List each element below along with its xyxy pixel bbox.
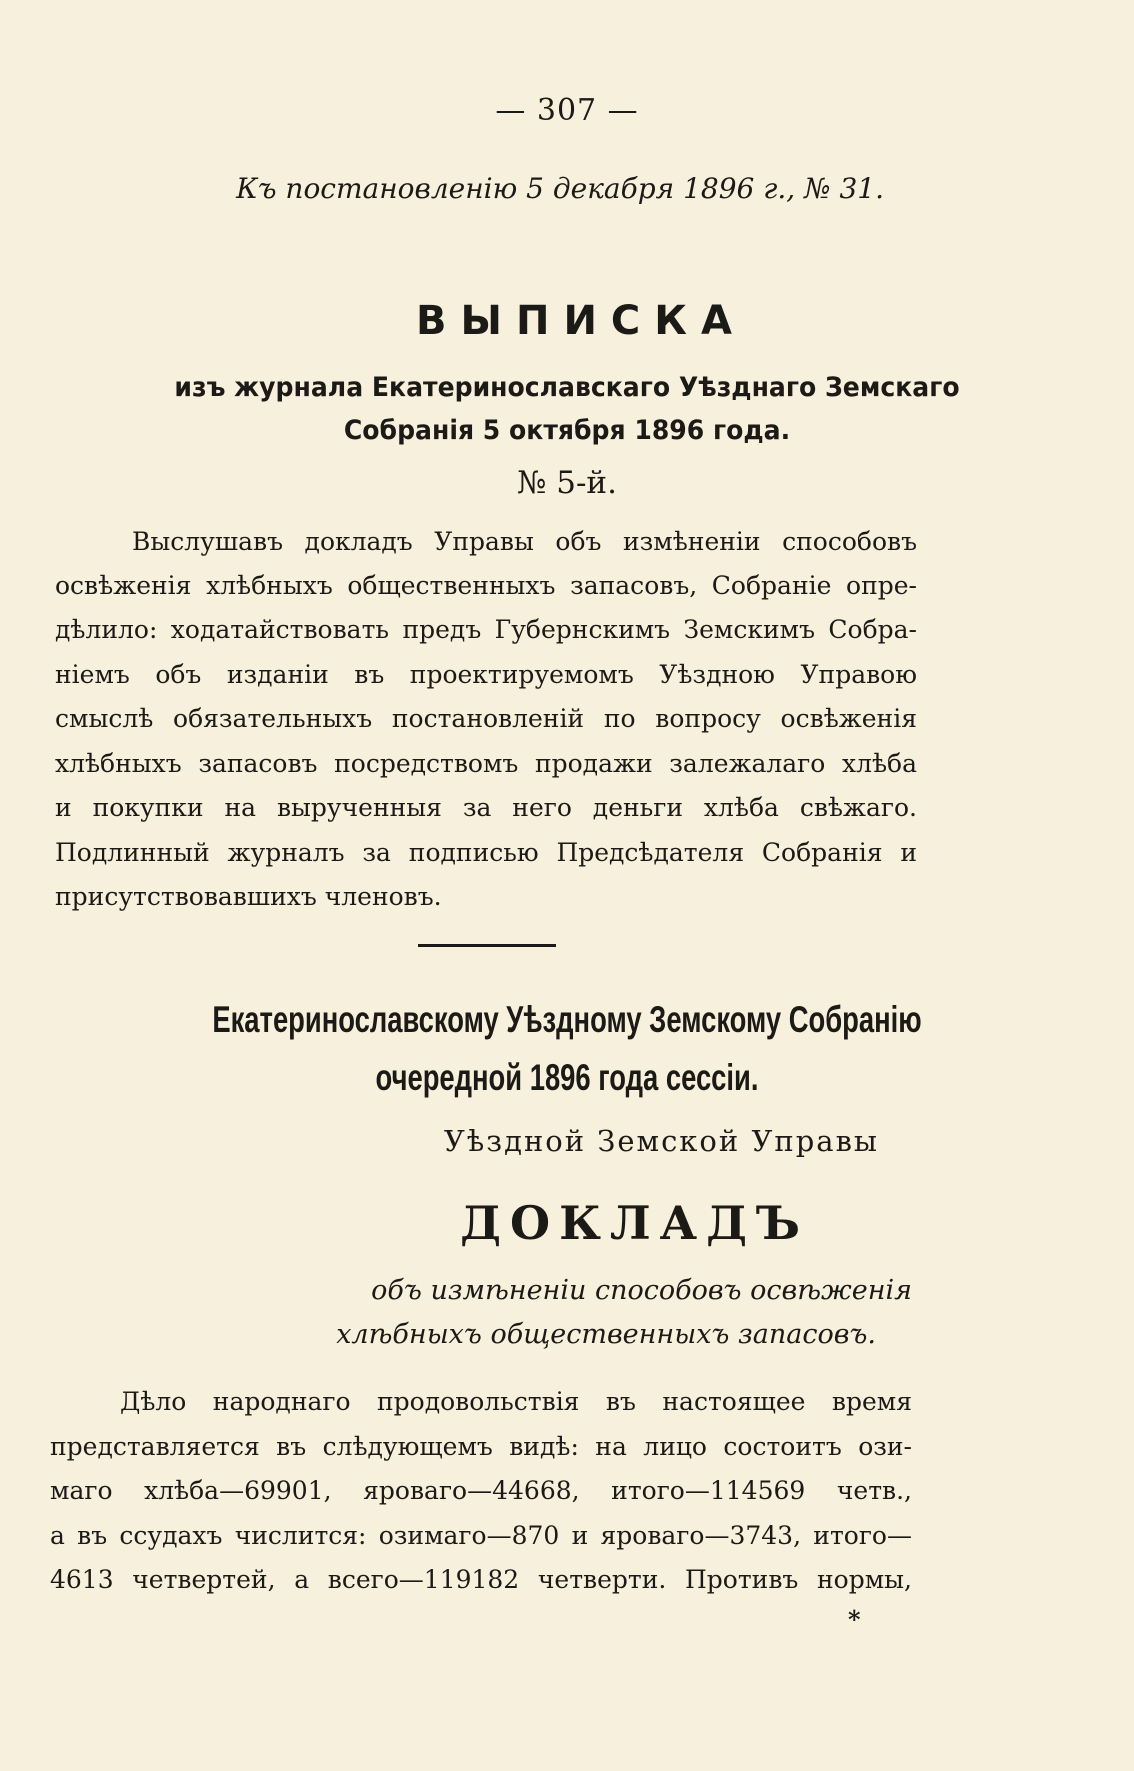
resolution-reference: Къ постановленію 5 декабря 1896 г., № 31. (236, 172, 884, 205)
extract-subtitle-line: Собранія 5 октября 1896 года. (343, 415, 791, 446)
report-subject-line: хлѣбныхъ общественныхъ запасовъ. (336, 1319, 876, 1350)
report-paragraph-line: 4613 четвертей, а всего—119182 четверти. Противъ нормы, (50, 1565, 912, 1594)
report-addressee-line: очередной 1896 года сессіи. (375, 1057, 759, 1098)
extract-paragraph-line: освѣженія хлѣбныхъ общественныхъ запасовъ, Собраніе опре- (55, 571, 917, 600)
extract-paragraph-line: ніемъ объ изданіи въ проектируемомъ Уѣздною Управою (55, 660, 917, 689)
report-title: ДОКЛАДЪ (460, 1196, 809, 1250)
extract-paragraph-line: Подлинный журналъ за подписью Предсѣдателя Собранія и (55, 838, 917, 867)
section-divider (418, 944, 556, 947)
extract-paragraph-line: смыслѣ обязательныхъ постановленій по вопросу освѣженія (55, 704, 917, 733)
report-addressee-line: Екатеринославскому Уѣздному Земскому Собранію (212, 999, 922, 1040)
extract-paragraph-line: Выслушавъ докладъ Управы объ измѣненіи способовъ (132, 527, 917, 556)
extract-paragraph-line: присутствовавшихъ членовъ. (55, 882, 442, 911)
extract-paragraph-line: дѣлило: ходатайствовать предъ Губернскимъ Земскимъ Собра- (55, 615, 917, 644)
report-paragraph-line: представляется въ слѣдующемъ видѣ: на лицо состоитъ ози- (50, 1432, 912, 1461)
report-paragraph-line: маго хлѣба—69901, яроваго—44668, итого—114569 четв., (50, 1476, 912, 1505)
journal-number: № 5-й. (517, 465, 617, 501)
report-paragraph-line: а въ ссудахъ числится: озимаго—870 и яроваго—3743, итого— (50, 1521, 912, 1550)
signature-mark: * (848, 1605, 861, 1634)
page-number: — 307 — (495, 93, 639, 128)
extract-subtitle-line: изъ журнала Екатеринославскаго Уѣзднаго Земскаго (174, 372, 960, 403)
extract-paragraph-line: хлѣбныхъ запасовъ посредствомъ продажи залежалаго хлѣба (55, 749, 917, 778)
report-subject-line: объ измѣненіи способовъ освѣженія (371, 1275, 912, 1306)
report-paragraph-line: Дѣло народнаго продовольствія въ настоящее время (120, 1387, 912, 1416)
report-from: Уѣздной Земской Управы (443, 1124, 879, 1158)
extract-title: ВЫПИСКА (416, 298, 746, 344)
extract-paragraph-line: и покупки на вырученныя за него деньги хлѣба свѣжаго. (55, 793, 917, 822)
